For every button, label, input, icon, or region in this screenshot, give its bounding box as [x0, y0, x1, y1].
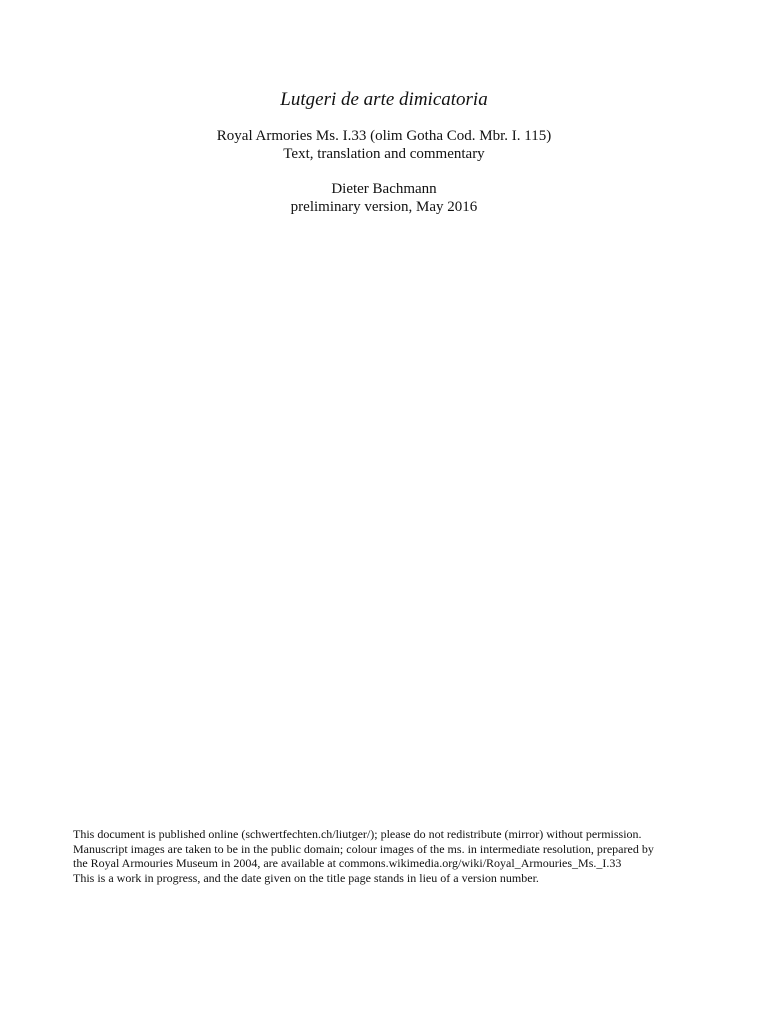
- document-description: Text, translation and commentary: [283, 145, 485, 162]
- footnote-block: [73, 827, 713, 885]
- footnote-line: Manuscript images are taken to be in the public domain; colour images of the ms. in intermediate resolution, prepared by: [73, 841, 654, 856]
- manuscript-reference: Royal Armories Ms. I.33 (olim Gotha Cod. Mbr. I. 115): [216, 128, 552, 144]
- footnote-line: This document is published online (schwertfechten.ch/liutger/); please do not redistribute (mirror) without permission.: [73, 827, 642, 841]
- version-date: preliminary version, May 2016: [290, 198, 478, 215]
- document-title: Lutgeri de arte dimicatoria: [280, 89, 488, 110]
- author-name: Dieter Bachmann: [331, 181, 437, 197]
- footnote-line: the Royal Armouries Museum in 2004, are available at commons.wikimedia.org/wiki/Royal_Armouries_Ms._I.33: [73, 856, 622, 871]
- author-block: [0, 181, 768, 216]
- subtitle-block: [0, 128, 768, 163]
- footnote-line: This is a work in progress, and the date given on the title page stands in lieu of a version number.: [73, 870, 539, 885]
